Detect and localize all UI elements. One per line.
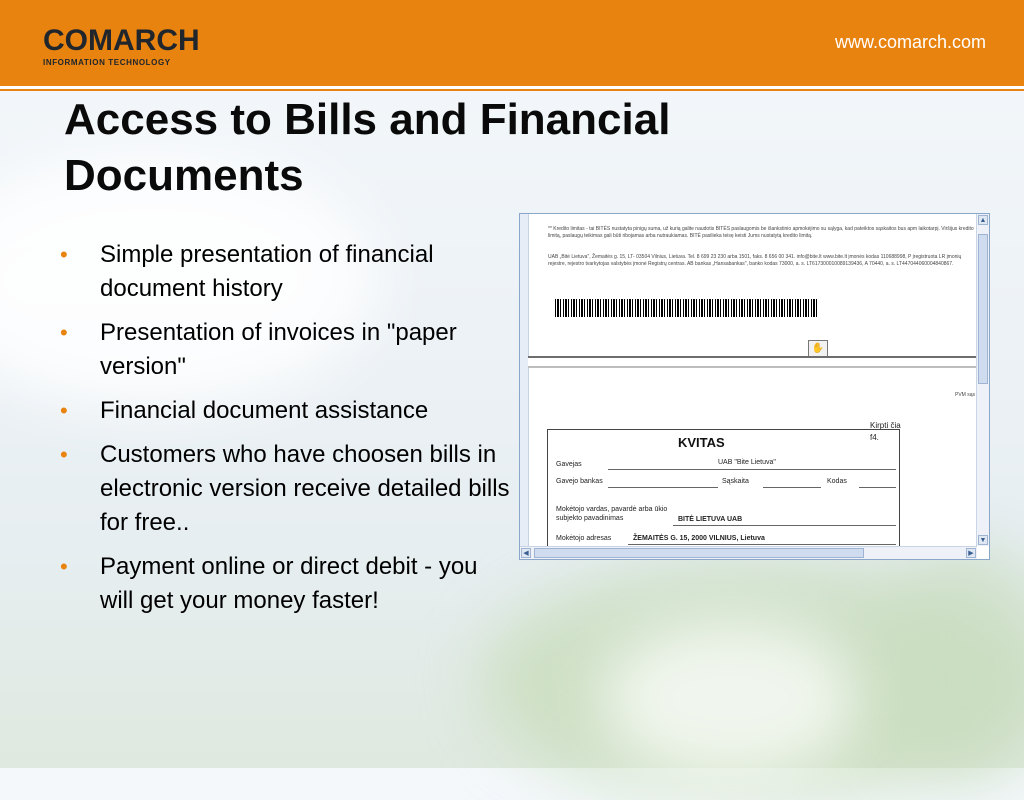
code-label: Kodas xyxy=(827,478,847,485)
payment-slip xyxy=(547,429,900,554)
bullet-text: Presentation of invoices in "paper version" xyxy=(100,319,457,380)
scroll-left-icon[interactable]: ◀ xyxy=(521,548,531,558)
payer-address-value: ŽEMAITĖS G. 15, 2000 VILNIUS, Lietuva xyxy=(633,535,765,542)
logo-tagline: INFORMATION TECHNOLOGY xyxy=(43,58,171,67)
document-left-gutter xyxy=(520,214,529,559)
bullet-item xyxy=(60,316,510,384)
payer-name-value: BITĖ LIETUVA UAB xyxy=(678,516,743,523)
scroll-up-icon[interactable]: ▲ xyxy=(979,217,987,224)
slide-title: Access to Bills and Financial Documents xyxy=(64,95,671,200)
bullet-dot-icon: • xyxy=(60,242,68,267)
bullet-item xyxy=(60,550,510,618)
website-url: www.comarch.com xyxy=(834,32,986,52)
code-line xyxy=(859,487,896,488)
bullet-text: Simple presentation of financial document history xyxy=(100,241,434,302)
account-label: Sąskaita xyxy=(722,478,749,485)
cut-here-text: Kirpti čia xyxy=(870,421,901,430)
recipient-label: Gavejas xyxy=(556,461,582,468)
payer-name-label: Mokėtojo vardas, pavardė arba ūkio subjekto pavadinimas xyxy=(556,506,668,522)
bullet-item xyxy=(60,394,510,428)
background-photo-highlight xyxy=(600,620,860,780)
vertical-scrollbar[interactable] xyxy=(976,214,989,546)
scroll-right-icon[interactable]: ▶ xyxy=(966,548,976,558)
barcode xyxy=(555,299,817,317)
recipient-line xyxy=(608,469,896,470)
vertical-scroll-thumb[interactable] xyxy=(978,234,988,384)
bullet-text: Customers who have choosen bills in electronic version receive detailed bills for free.. xyxy=(100,441,510,536)
slide-header xyxy=(0,0,1024,89)
horizontal-scroll-thumb[interactable] xyxy=(534,548,864,558)
company-details-fine-print: UAB „Bitė Lietuva", Žemaitės g. 15, LT- 03504 Vilnius, Lietuva. Tel. 8 699 23 230 arba 1501, faks. 8 656 00 341. info@bite.lt www.bite.lt įmonės kodas 110688998, P įregistruota LR įmonių rejestre, rejestro tvarkytojas valstybės įmonė Registrų centras. AB bankas „Hansabankas", banko kodas 73000, a. s. LT617300010089139436, A 70440, a. s. LT447044060004840867. xyxy=(548,254,962,267)
recipient-bank-label: Gavejo bankas xyxy=(556,478,603,485)
bullet-item xyxy=(60,438,510,540)
bullet-item xyxy=(60,238,510,306)
vat-invoice-label: PVM sąs xyxy=(954,392,975,398)
bullet-text: Financial document assistance xyxy=(100,397,429,424)
bank-line xyxy=(608,487,718,488)
payer-address-line xyxy=(628,544,896,545)
bullet-dot-icon: • xyxy=(60,320,68,345)
credit-limit-fine-print: ** Kredito limitas - tai BITĖS nustatyta pinigų suma, už kurią galite naudotis BITĖS paslaugomis be išankstinio apmokėjimo su sąlyga, kad pateiktos sąskaitos bus apm laikotarpį. Viršijus kredito limitą, paslaugų teikimas gali būti ribojamas arba nutraukiamas. BITĖ pasilieka teisę keisti Jums nustatytą kredito limitą. xyxy=(548,226,974,239)
bullet-dot-icon: • xyxy=(60,442,68,467)
recipient-value: UAB "Bite Lietuva" xyxy=(718,459,776,466)
payer-address-label: Mokėtojo adresas xyxy=(556,535,612,542)
invoice-screenshot xyxy=(519,213,990,560)
bullet-text: Payment online or direct debit - you will get your money faster! xyxy=(100,553,478,614)
header-divider xyxy=(0,89,1024,91)
form-number: f4. xyxy=(870,433,879,442)
horizontal-scrollbar[interactable] xyxy=(520,546,977,559)
bullet-list xyxy=(60,238,510,628)
logo-wordmark: COMARCH xyxy=(43,24,200,57)
bullet-dot-icon: • xyxy=(60,554,68,579)
scroll-down-icon[interactable]: ▼ xyxy=(979,537,987,544)
hand-cursor-icon[interactable]: ✋ xyxy=(808,340,828,358)
bullet-dot-icon: • xyxy=(60,398,68,423)
account-line xyxy=(763,487,821,488)
page-break xyxy=(528,356,977,368)
payment-slip-title: KVITAS xyxy=(678,435,725,450)
payer-name-line xyxy=(673,525,896,526)
comarch-logo xyxy=(43,26,200,67)
